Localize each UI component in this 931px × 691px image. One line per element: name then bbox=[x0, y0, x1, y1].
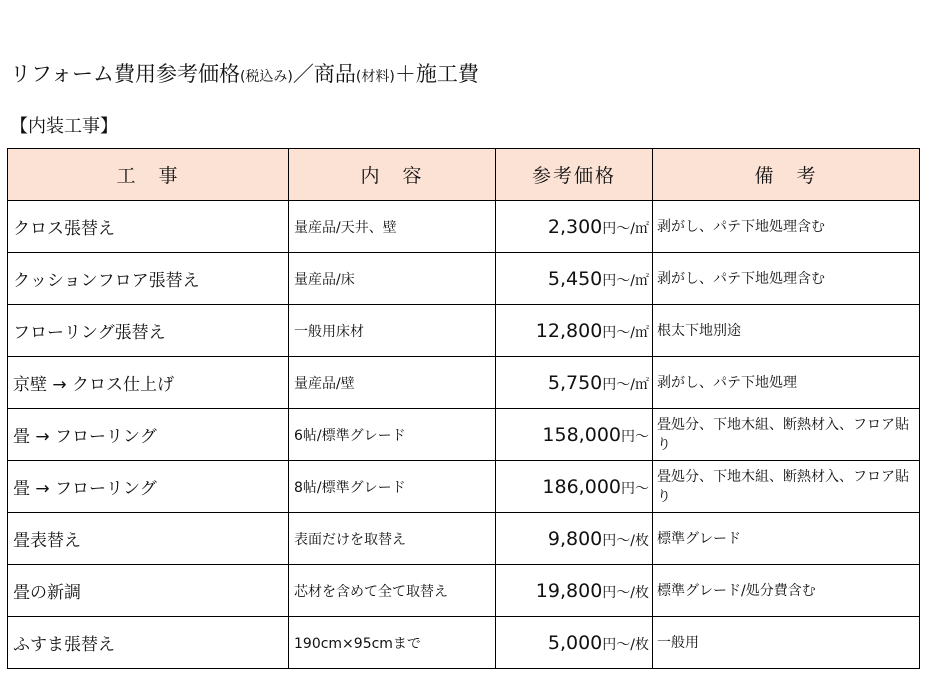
cell-content: 量産品/壁 bbox=[289, 357, 496, 409]
price-value: 158,000 bbox=[542, 423, 621, 446]
price-value: 2,300 bbox=[547, 215, 603, 238]
cell-content: 6帖/標準グレード bbox=[289, 409, 496, 461]
table-row bbox=[8, 513, 920, 565]
price-value: 5,450 bbox=[547, 267, 603, 290]
price-unit: 円～/枚 bbox=[602, 584, 649, 601]
table-row bbox=[8, 565, 920, 617]
cell-note: 剥がし、パテ下地処理 bbox=[653, 357, 920, 409]
cell-content: 量産品/天井、壁 bbox=[289, 201, 496, 253]
title-material-note: (材料) bbox=[355, 69, 395, 85]
cell-work: 畳の新調 bbox=[8, 565, 289, 617]
section-label: 【内装工事】 bbox=[10, 116, 118, 137]
cell-price bbox=[496, 409, 653, 461]
table-row bbox=[8, 461, 920, 513]
cell-content: 8帖/標準グレード bbox=[289, 461, 496, 513]
cell-content: 190cm×95cmまで bbox=[289, 617, 496, 669]
title-main: リフォーム費用参考価格 bbox=[10, 62, 240, 86]
cell-content: 芯材を含めて全て取替え bbox=[289, 565, 496, 617]
table-row bbox=[8, 253, 920, 305]
table-row bbox=[8, 201, 920, 253]
page-title bbox=[10, 58, 479, 88]
price-unit: 円～/㎡ bbox=[602, 272, 649, 289]
price-value: 5,000 bbox=[547, 631, 603, 654]
cell-content: 表面だけを取替え bbox=[289, 513, 496, 565]
cell-note: 標準グレード bbox=[653, 513, 920, 565]
header-work: 工 事 bbox=[8, 149, 289, 201]
cell-work: ふすま張替え bbox=[8, 617, 289, 669]
header-note: 備 考 bbox=[653, 149, 920, 201]
cell-work: 畳 → フローリング bbox=[8, 409, 289, 461]
cell-note: 畳処分、下地木組、断熱材入、フロア貼り bbox=[653, 461, 920, 513]
cell-price bbox=[496, 461, 653, 513]
cell-content: 一般用床材 bbox=[289, 305, 496, 357]
cell-price bbox=[496, 253, 653, 305]
price-unit: 円～/㎡ bbox=[602, 376, 649, 393]
price-value: 9,800 bbox=[547, 527, 603, 550]
cell-work: 畳 → フローリング bbox=[8, 461, 289, 513]
cell-price bbox=[496, 201, 653, 253]
price-unit: 円～/㎡ bbox=[602, 220, 649, 237]
price-table bbox=[7, 148, 920, 669]
price-value: 5,750 bbox=[547, 371, 603, 394]
cell-price bbox=[496, 617, 653, 669]
cell-note: 剥がし、パテ下地処理含む bbox=[653, 201, 920, 253]
table-row bbox=[8, 305, 920, 357]
table-header-row bbox=[8, 149, 920, 201]
cell-note: 畳処分、下地木組、断熱材入、フロア貼り bbox=[653, 409, 920, 461]
price-unit: 円～ bbox=[621, 428, 649, 445]
price-unit: 円～/枚 bbox=[602, 532, 649, 549]
price-unit: 円～ bbox=[621, 480, 649, 497]
header-content: 内 容 bbox=[289, 149, 496, 201]
cell-price bbox=[496, 565, 653, 617]
cell-work: クロス張替え bbox=[8, 201, 289, 253]
cell-work: 京壁 → クロス仕上げ bbox=[8, 357, 289, 409]
title-tax-note: (税込み) bbox=[239, 69, 293, 85]
table-row bbox=[8, 357, 920, 409]
cell-work: クッションフロア張替え bbox=[8, 253, 289, 305]
cell-note: 一般用 bbox=[653, 617, 920, 669]
cell-price bbox=[496, 357, 653, 409]
cell-price bbox=[496, 305, 653, 357]
cell-note: 剥がし、パテ下地処理含む bbox=[653, 253, 920, 305]
title-suffix: ＋施工費 bbox=[394, 62, 479, 86]
price-value: 12,800 bbox=[535, 319, 603, 342]
price-value: 19,800 bbox=[535, 579, 603, 602]
cell-price bbox=[496, 513, 653, 565]
header-price: 参考価格 bbox=[496, 149, 653, 201]
cell-work: フローリング張替え bbox=[8, 305, 289, 357]
price-value: 186,000 bbox=[542, 475, 621, 498]
price-unit: 円～/枚 bbox=[602, 636, 649, 653]
table-row bbox=[8, 409, 920, 461]
cell-work: 畳表替え bbox=[8, 513, 289, 565]
cell-content: 量産品/床 bbox=[289, 253, 496, 305]
title-separator: ／商品 bbox=[292, 62, 356, 86]
cell-note: 標準グレード/処分費含む bbox=[653, 565, 920, 617]
price-unit: 円～/㎡ bbox=[602, 324, 649, 341]
cell-note: 根太下地別途 bbox=[653, 305, 920, 357]
table-row bbox=[8, 617, 920, 669]
